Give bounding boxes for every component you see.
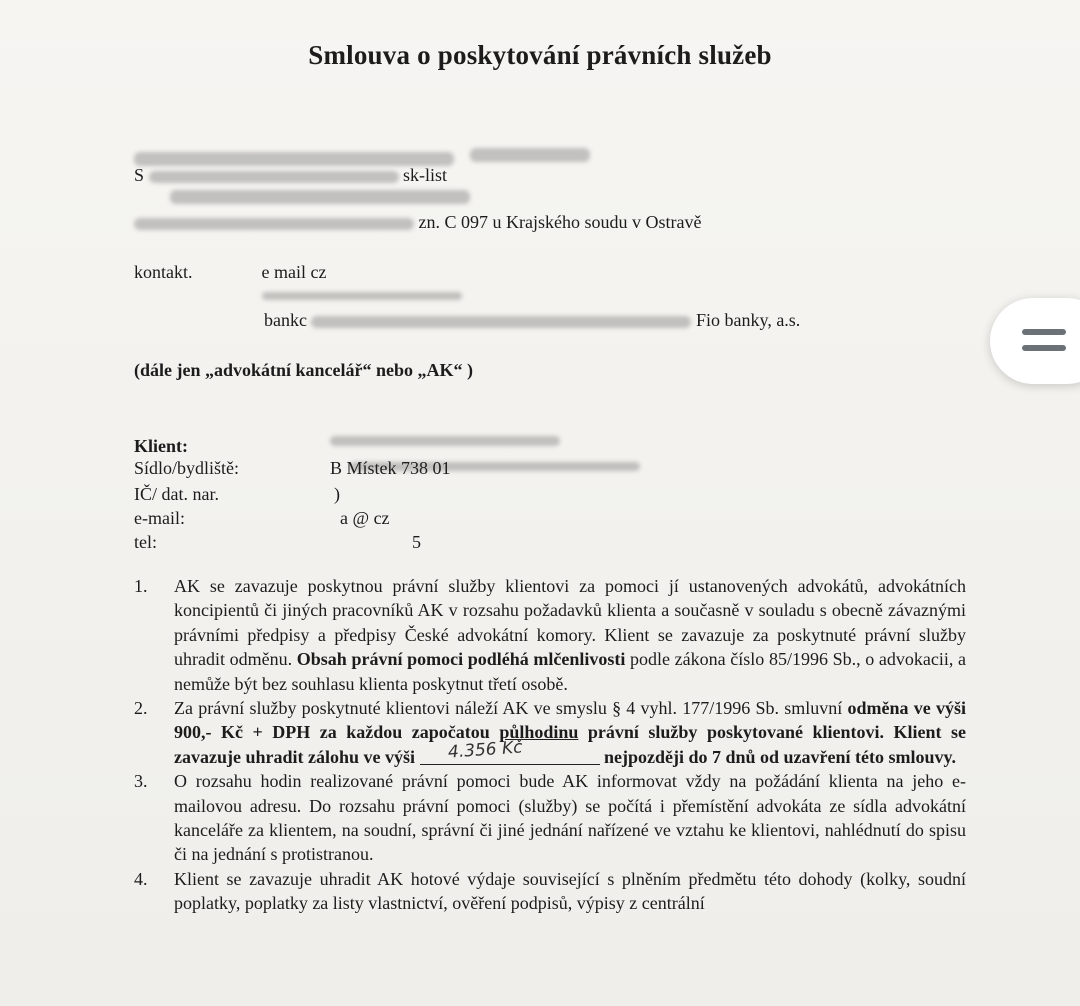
list-item	[134, 867, 966, 916]
menu-button[interactable]	[990, 298, 1080, 384]
contact-email: e mail cz	[261, 262, 327, 282]
contact-line	[134, 262, 326, 283]
client-field-value: )	[334, 484, 340, 504]
deposit-amount-field	[420, 737, 600, 765]
clause-number: 2.	[134, 698, 148, 719]
ak-alias: (dále jen „advokátní kancelář“ nebo „AK“ )	[134, 360, 474, 380]
client-field-label: tel:	[134, 532, 157, 552]
client-field-value: B Místek 738 01	[330, 458, 451, 478]
ak-registry-text: zn. C 097 u Krajského soudu v Ostravě	[418, 212, 702, 232]
clause-number: 1.	[134, 576, 148, 596]
clause-list	[134, 574, 966, 916]
redaction-mark	[134, 152, 454, 166]
clause-text: Klient se zavazuje uhradit AK hotové výdaje související s plněním předmětu této dohody (kolky, soudní poplatky, poplatky za listy vlastnictví, ověření podpisů, výpisy z centrální	[174, 868, 966, 914]
clause-text-bold: právní služby poskytované klientovi. Klient se zavazuje uhradit zálohu ve výši	[174, 722, 966, 767]
page-title: Smlouva o poskytování právních služeb	[308, 40, 772, 70]
ak-seat-tail: sk-list	[403, 165, 448, 185]
client-field-label: Sídlo/bydliště:	[134, 458, 240, 478]
client-field	[134, 508, 185, 529]
list-item	[134, 696, 966, 769]
clause-text: podle zákona číslo 85/1996 Sb., o advokacii, a nemůže být bez souhlasu klienta poskytnut třetí osobě.	[174, 649, 966, 694]
clause-number: 3.	[134, 771, 148, 792]
ak-registry-line	[134, 212, 701, 233]
clause-text: O rozsahu hodin realizované právní pomoci bude AK informovat vždy na požádání klienta na jeho e-mailovou adresu. Do rozsahu právní pomoci (služby) se počítá i přemístění advokáta ze sídla advokátní kanceláře za klientem, na soudní, správní či jiné jednání nařízené ve vztahu ke klientovi, nahlédnutí do spisu či na jednání s protistranou.	[174, 771, 966, 865]
bank-label: bankc	[264, 310, 307, 330]
ak-seat-line	[134, 165, 447, 186]
handwritten-amount: 4.356 Kč	[446, 737, 523, 763]
hamburger-menu-icon	[1022, 329, 1066, 353]
bank-name: Fio banky, a.s.	[695, 310, 801, 330]
client-field	[134, 484, 219, 505]
redaction-mark	[262, 292, 462, 300]
clause-number: 4.	[134, 868, 148, 889]
redaction-mark	[350, 462, 640, 471]
clause-text-underline: půlhodinu	[499, 722, 579, 743]
bank-line	[264, 310, 800, 331]
redaction-mark	[170, 190, 470, 204]
client-field	[134, 458, 239, 479]
list-item	[134, 769, 966, 867]
redaction-mark	[134, 218, 414, 230]
list-item	[134, 574, 966, 696]
client-field-value: 5	[412, 532, 421, 552]
redaction-mark	[149, 171, 399, 183]
redaction-mark	[311, 316, 691, 328]
client-field-value: a @ cz	[340, 508, 390, 528]
client-field-label: e-mail:	[134, 508, 185, 528]
clause-text-bold: odměna ve výši 900,- Kč + DPH za každou započatou	[174, 698, 967, 743]
contact-label: kontakt.	[134, 262, 193, 282]
clause-text: Za právní služby poskytnuté klientovi náleží AK ve smyslu § 4 vyhl. 177/1996 Sb. smluvní	[174, 698, 848, 719]
client-field	[134, 532, 157, 553]
redaction-mark	[470, 148, 590, 162]
clause-text: AK se zavazuje poskytnou právní služby klientovi za pomoci jí ustanovených advokátů, advokátních koncipientů či jiných pracovníků AK v rozsahu požadavků klienta a současně v souladu s obecně závaznými právními předpisy a předpisy České advokátní komory. Klient se zavazuje za poskytnuté právní služby uhradit odměnu.	[174, 576, 966, 670]
ak-seat-label: S	[134, 165, 145, 185]
clause-text-bold: Obsah právní pomoci podléhá mlčenlivosti	[296, 649, 626, 670]
client-heading: Klient:	[134, 436, 188, 456]
client-field-label: IČ/ dat. nar.	[134, 484, 219, 504]
clause-text-bold: nejpozději do 7 dnů od uzavření této smlouvy.	[599, 746, 957, 767]
redaction-mark	[330, 436, 560, 446]
